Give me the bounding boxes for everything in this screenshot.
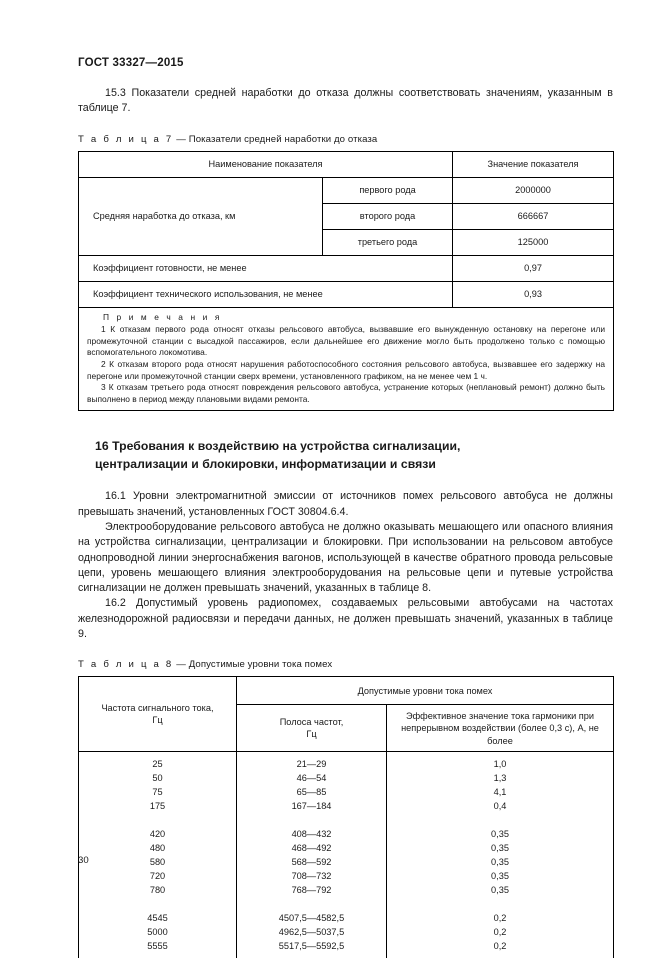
table-row (79, 911, 614, 925)
table8-current: 0,35 (387, 869, 614, 883)
clause-16-1-paragraph: 16.1 Уровни электромагнитной эмиссии от источников помех рельсового автобуса не должны превышать значений, установленных ГОСТ 30804.6.4. (78, 490, 613, 518)
table8-band: 46—54 (237, 771, 387, 785)
section-16-heading-line1: 16 Требования к воздействию на устройства сигнализации, (95, 439, 461, 454)
table-row (79, 752, 614, 772)
table8-caption-text: — Допустимые уровни тока помех (173, 659, 333, 671)
table7-sub-kind: первого рода (323, 177, 453, 203)
table8-header-row-1 (79, 677, 614, 705)
table8-freq: 75 (79, 785, 237, 799)
table8-current: 0,35 (387, 855, 614, 869)
table8-freq: 5000 (79, 925, 237, 939)
table8-freq: 50 (79, 771, 237, 785)
table8-freq: 780 (79, 883, 237, 897)
table8-current: 0,35 (387, 827, 614, 841)
table8-header-col2-line1: Полоса частот, (279, 716, 344, 727)
table7-sub-value: 125000 (453, 229, 614, 255)
table8-header-col1-line1: Частота сигнального тока, (101, 702, 214, 713)
table-row (79, 841, 614, 855)
table7-caption-label: Т а б л и ц а 7 (78, 133, 174, 145)
spacer (387, 813, 614, 827)
table8-group-gap (79, 813, 614, 827)
table7-notes-row (79, 307, 614, 411)
table-row (79, 785, 614, 799)
table-row (79, 855, 614, 869)
table8-band: 167—184 (237, 799, 387, 813)
note-item: 2 К отказам второго рода относят нарушения работоспособного состояния рельсового автобуса, вызвавшее его задержку на перегоне или промежуточной станции сверх времени, установленного графиком, на не менее чем 1 ч. (87, 358, 606, 381)
table7-row-value: 0,93 (453, 281, 614, 307)
table8-freq: 25 (79, 752, 237, 772)
section-16-heading (95, 438, 613, 473)
clause-16-2-paragraph: 16.2 Допустимый уровень радиопомех, создаваемых рельсовыми автобусами на частотах железнодорожной радиосвязи и передачи данных, не должен превышать значений, указанных в таблице 9. (78, 597, 613, 641)
table8-header-col3-line1: Эффективное значение тока гармоники при (406, 710, 594, 721)
table7-notes (79, 307, 614, 411)
table8-freq: 420 (79, 827, 237, 841)
page-number: 30 (78, 855, 89, 866)
table8-current: 0,2 (387, 925, 614, 939)
table7-row-value: 0,97 (453, 255, 614, 281)
table8-band: 21—29 (237, 752, 387, 772)
page-content (78, 86, 613, 958)
table8-band: 4962,5—5037,5 (237, 925, 387, 939)
table8-header-col1-line2: Гц (152, 715, 163, 726)
table-row (79, 177, 614, 203)
table-row (79, 827, 614, 841)
running-head: ГОСТ 33327—2015 (78, 57, 184, 69)
table8-band: 708—732 (237, 869, 387, 883)
clause-15-3-paragraph: 15.3 Показатели средней наработки до отказа должны соответствовать значениям, указанным в таблице 7. (78, 87, 613, 115)
table-row (79, 281, 614, 307)
table8-freq: 5555 (79, 939, 237, 958)
table8-band: 4507,5—4582,5 (237, 911, 387, 925)
table7-caption (78, 134, 613, 145)
table7-sub-kind: третьего рода (323, 229, 453, 255)
clause-16-1-paragraph-2: Электрооборудование рельсового автобуса не должно оказывать мешающего или опасного влияния на устройства сигнализации, централизации и блокировки. При использовании на рельсовом автобусе однопроводной линии энергоснабжения вагонов, использующей в качестве обратного провода рельсовые цепи, уровень мешающего влияния электрооборудования на рельсовые цепи и путевые устройства сигнализации не должен превышать значений, указанных в таблице 8. (78, 520, 613, 595)
table8-freq: 175 (79, 799, 237, 813)
table8-band: 768—792 (237, 883, 387, 897)
table7-sub-value: 2000000 (453, 177, 614, 203)
notes-title: П р и м е ч а н и я (103, 311, 222, 322)
table7-group-label: Средняя наработка до отказа, км (79, 177, 323, 255)
note-item: 1 К отказам первого рода относят отказы рельсового автобуса, вызвавшие его вынужденную остановку на перегоне или промежуточной станции с высадкой пассажиров, если дальнейшее его движение могло быть продолжено только с помощью вспомогательного локомотива. (87, 324, 606, 358)
note-item: 3 К отказам третьего рода относят повреждения рельсового автобуса, устранение которых (неплановый ремонт) должно быть выполнено в период между плановыми видами ремонта. (87, 382, 606, 404)
spacer (79, 897, 237, 911)
table-row (79, 925, 614, 939)
table8-band: 5517,5—5592,5 (237, 939, 387, 958)
spacer (237, 813, 387, 827)
table8-caption (78, 659, 613, 670)
table8-current: 1,3 (387, 771, 614, 785)
table8-band: 65—85 (237, 785, 387, 799)
spacer (79, 813, 237, 827)
table8-freq: 4545 (79, 911, 237, 925)
table8-freq: 580 (79, 855, 237, 869)
table8-current: 0,4 (387, 799, 614, 813)
table8-current: 1,0 (387, 752, 614, 772)
table8-current: 0,35 (387, 883, 614, 897)
table7-header-row (79, 151, 614, 177)
table7-header-value: Значение показателя (453, 151, 614, 177)
table8-header-col3 (387, 705, 614, 752)
table8-group-gap (79, 897, 614, 911)
section-16-heading-line2: централизации и блокировки, информатизации и связи (95, 456, 436, 471)
table8-band: 408—432 (237, 827, 387, 841)
table-row (79, 799, 614, 813)
table8-header-col2-line2: Гц (306, 729, 317, 740)
table-row (79, 255, 614, 281)
table-row (79, 771, 614, 785)
table8 (78, 676, 614, 958)
table8-header-span: Допустимые уровни тока помех (237, 677, 614, 705)
table7-row-name: Коэффициент готовности, не менее (79, 255, 453, 281)
table8-band: 568—592 (237, 855, 387, 869)
table7-caption-text: — Показатели средней наработки до отказа (173, 133, 378, 145)
table8-current: 0,2 (387, 911, 614, 925)
table8-current: 0,2 (387, 939, 614, 958)
table8-current: 0,35 (387, 841, 614, 855)
table-row (79, 939, 614, 958)
table8-current: 4,1 (387, 785, 614, 799)
spacer (237, 897, 387, 911)
table7-header-name: Наименование показателя (79, 151, 453, 177)
table8-header-col3-line2: непрерывном воздействии (более 0,3 с), А, не более (401, 723, 599, 746)
table8-freq: 480 (79, 841, 237, 855)
table8-band: 468—492 (237, 841, 387, 855)
spacer (387, 897, 614, 911)
table-row (79, 869, 614, 883)
table7 (78, 151, 614, 412)
table-row (79, 883, 614, 897)
table7-sub-kind: второго рода (323, 203, 453, 229)
table7-row-name: Коэффициент технического использования, не менее (79, 281, 453, 307)
table8-freq: 720 (79, 869, 237, 883)
table7-sub-value: 666667 (453, 203, 614, 229)
table8-caption-label: Т а б л и ц а 8 (78, 659, 174, 671)
table8-header-col2 (237, 705, 387, 752)
table8-header-col1 (79, 677, 237, 752)
